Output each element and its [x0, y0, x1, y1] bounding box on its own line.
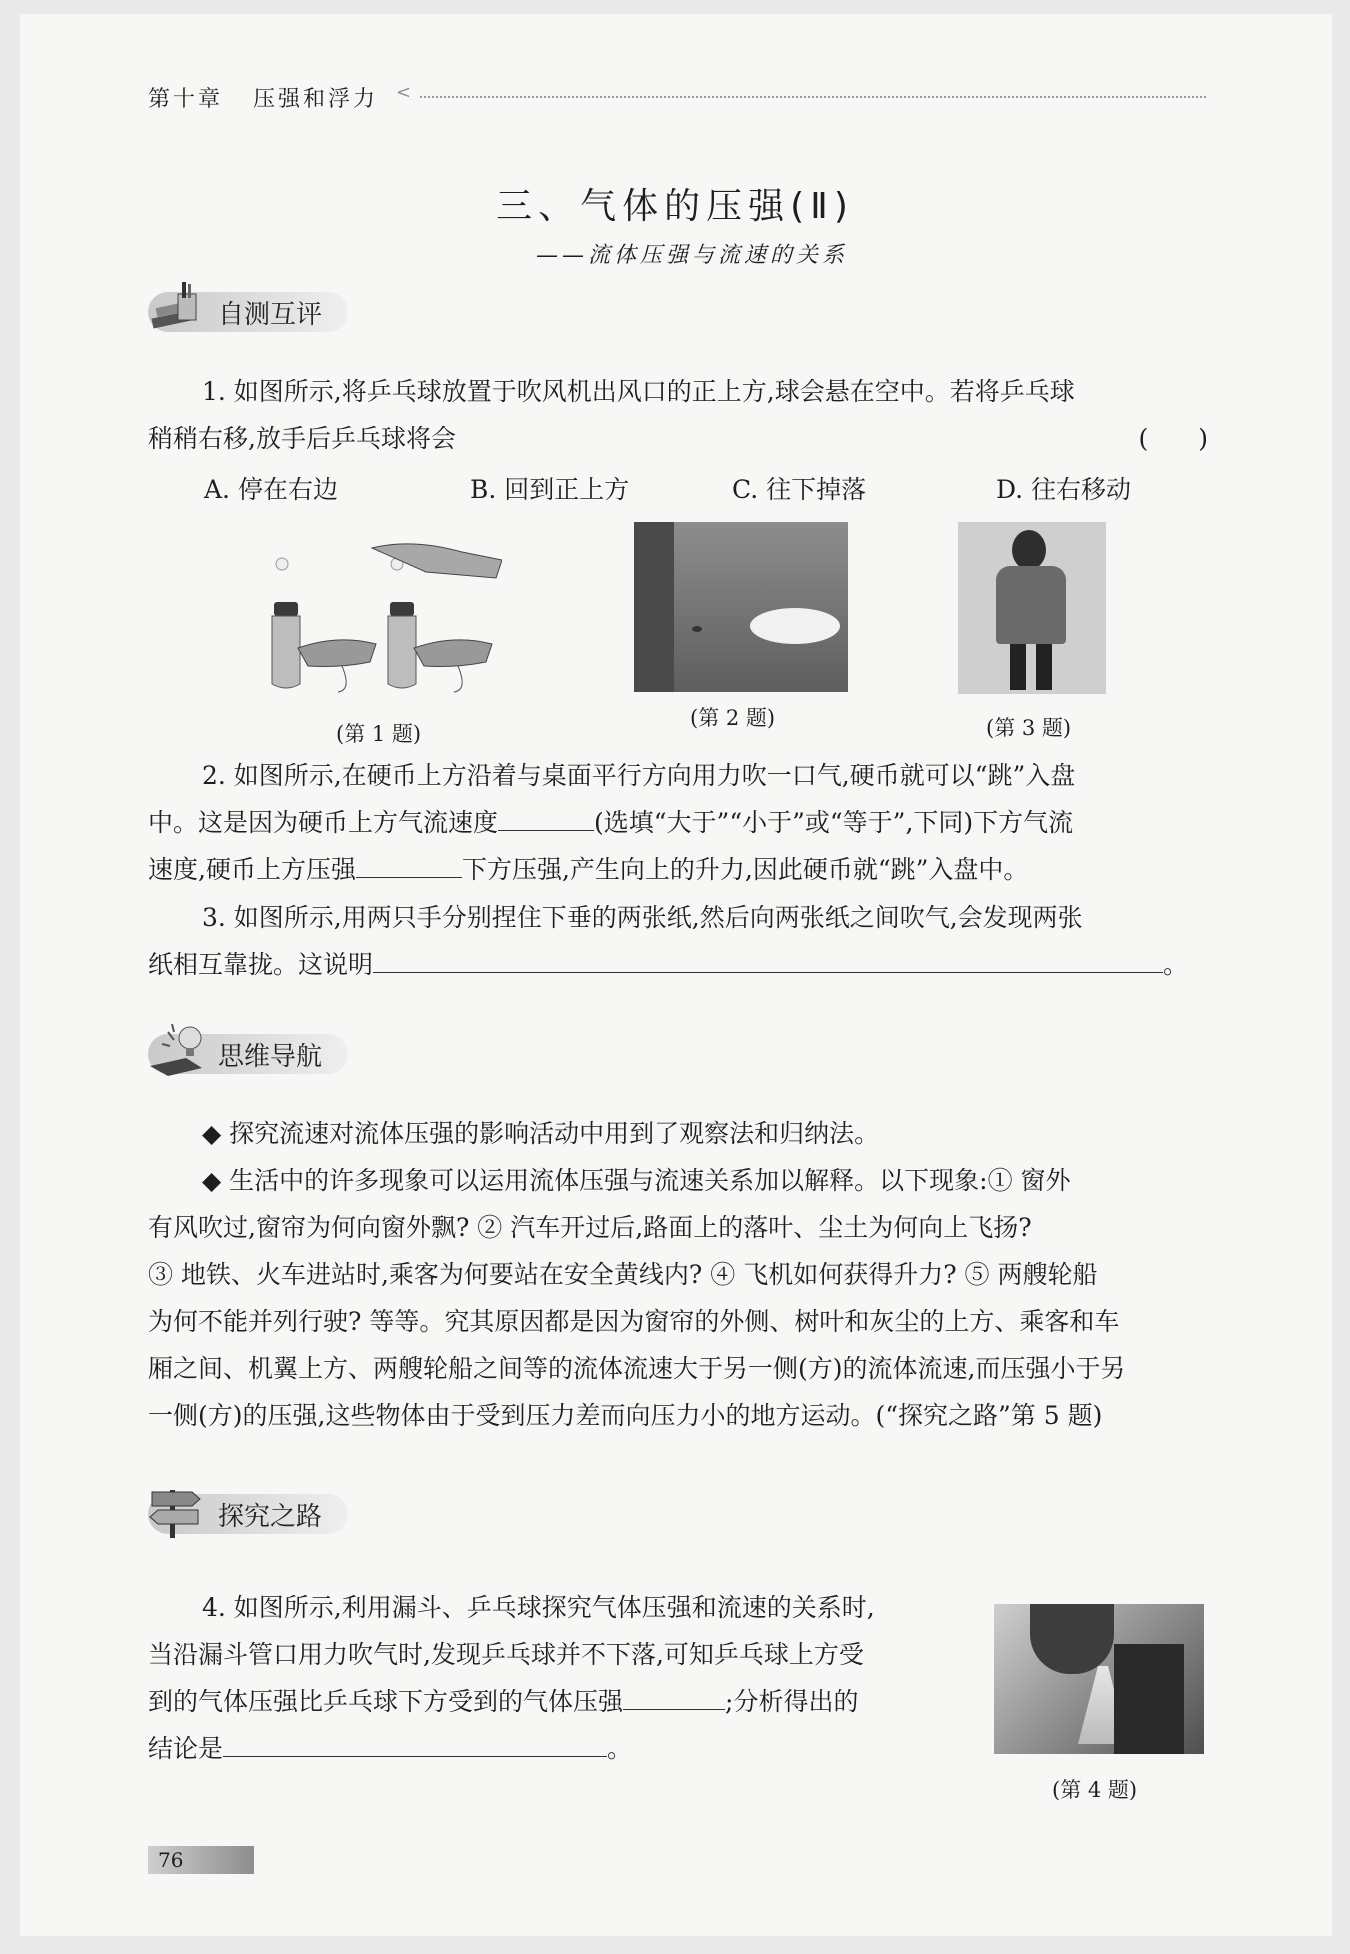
q1-option-b: B. 回到正上方 — [470, 475, 630, 504]
chapter-topic: 压强和浮力 — [253, 87, 379, 112]
q3-line1: 3. 如图所示,用两只手分别捏住下垂的两张纸,然后向两张纸之间吹气,会发现两张 — [202, 903, 1083, 932]
q1-option-c: C. 往下掉落 — [732, 475, 867, 504]
figure-3-body — [996, 566, 1066, 644]
figure-3-leg-right — [1036, 644, 1052, 690]
q3-line2-end: 。 — [1163, 950, 1189, 979]
q1-line2: 稍稍右移,放手后乒乓球将会 — [148, 424, 456, 453]
thinking-point-2-line-2: 有风吹过,窗帘为何向窗外飘? ② 汽车开过后,路面上的落叶、尘土为何向上飞扬? — [148, 1213, 1032, 1242]
books-pencil-icon — [148, 280, 212, 340]
figure-2-caption: (第 2 题) — [690, 706, 776, 730]
q4-line4-start: 结论是 — [148, 1734, 224, 1763]
thinking-paragraphs — [148, 1110, 1210, 1439]
section-thinking — [148, 1030, 348, 1078]
lightbulb-book-icon — [148, 1022, 212, 1082]
header-dotted-rule — [420, 96, 1206, 98]
chapter-label: 第十章 — [148, 87, 224, 112]
figure-1-hairdryer-ball — [262, 536, 502, 696]
section-explore-label: 探究之路 — [148, 1494, 348, 1534]
q2-blank-2[interactable] — [356, 851, 462, 878]
arrow-left-icon: < — [396, 82, 412, 103]
figure-3-caption: (第 3 题) — [986, 716, 1072, 740]
question-1 — [148, 368, 1208, 462]
thinking-point-2-line-4: 为何不能并列行驶? 等等。究其原因都是因为窗帘的外侧、树叶和灰尘的上方、乘客和车 — [148, 1307, 1120, 1336]
section-self-test-label: 自测互评 — [148, 292, 348, 332]
q2-line1: 2. 如图所示,在硬币上方沿着与桌面平行方向用力吹一口气,硬币就可以“跳”入盘 — [202, 761, 1076, 790]
figure-4-arm — [1114, 1644, 1184, 1754]
figure-4-caption: (第 4 题) — [1052, 1778, 1138, 1802]
question-4 — [148, 1584, 968, 1772]
figure-3-head — [1012, 530, 1046, 570]
q2-blank-1[interactable] — [498, 804, 594, 831]
figure-2-dark-edge — [634, 522, 674, 692]
q4-blank-2[interactable] — [223, 1730, 607, 1757]
question-3 — [148, 894, 1208, 988]
q4-line2: 当沿漏斗管口用力吹气时,发现乒乓球并不下落,可知乒乓球上方受 — [148, 1640, 864, 1669]
q2-line3-start: 速度,硬币上方压强 — [148, 855, 356, 884]
figure-2-coin — [692, 626, 702, 632]
figure-4-photo-funnel-ball — [994, 1604, 1204, 1754]
chapter-header — [148, 82, 378, 113]
q2-line2-start: 中。这是因为硬币上方气流速度 — [148, 808, 499, 837]
q4-line3-end: ;分析得出的 — [725, 1687, 859, 1716]
thinking-point-2-line-5: 厢之间、机翼上方、两艘轮船之间等的流体流速大于另一侧(方)的流体流速,而压强小于另 — [148, 1354, 1126, 1383]
q2-line3-end: 下方压强,产生向上的升力,因此硬币就“跳”入盘中。 — [461, 855, 1029, 884]
figure-3-photo-girl-paper — [958, 522, 1106, 694]
question-2 — [148, 752, 1208, 893]
section-explore — [148, 1490, 348, 1538]
figure-2-photo-coin-plate — [634, 522, 848, 692]
page-subtitle: ——流体压强与流速的关系 — [536, 243, 849, 268]
q4-line4-end: 。 — [607, 1734, 633, 1763]
figure-2-plate — [750, 608, 840, 644]
q1-line1: 1. 如图所示,将乒乓球放置于吹风机出风口的正上方,球会悬在空中。若将乒乓球 — [202, 377, 1075, 406]
q1-option-d: D. 往右移动 — [996, 475, 1132, 504]
signpost-icon — [148, 1482, 212, 1542]
q4-line3-start: 到的气体压强比乒乓球下方受到的气体压强 — [148, 1687, 624, 1716]
thinking-point-2-line-6: 一侧(方)的压强,这些物体由于受到压力差而向压力小的地方运动。(“探究之路”第 5 题) — [148, 1401, 1103, 1430]
section-self-test — [148, 288, 348, 336]
figure-3-leg-left — [1010, 644, 1026, 690]
q4-blank-1[interactable] — [623, 1683, 725, 1710]
figure-1-caption: (第 1 题) — [336, 722, 422, 746]
thinking-point-2-line-3: ③ 地铁、火车进站时,乘客为何要站在安全黄线内? ④ 飞机如何获得升力? ⑤ 两艘轮船 — [148, 1260, 1098, 1289]
thinking-point-2-line-1: ◆ 生活中的许多现象可以运用流体压强与流速关系加以解释。以下现象:① 窗外 — [202, 1166, 1071, 1195]
q1-option-a: A. 停在右边 — [204, 475, 338, 504]
q3-blank[interactable] — [373, 946, 1163, 973]
q1-answer-bracket: ( ) — [1138, 424, 1208, 453]
page-title: 三、气体的压强(Ⅱ) — [496, 186, 854, 227]
q3-line2-start: 纸相互靠拢。这说明 — [148, 950, 374, 979]
figure-4-head — [1030, 1604, 1114, 1674]
q4-line1: 4. 如图所示,利用漏斗、乒乓球探究气体压强和流速的关系时, — [202, 1593, 875, 1622]
page-number-tab — [148, 1846, 254, 1874]
thinking-point-1: ◆ 探究流速对流体压强的影响活动中用到了观察法和归纳法。 — [202, 1119, 880, 1148]
section-thinking-label: 思维导航 — [148, 1034, 348, 1074]
q2-line2-end: (选填“大于”“小于”或“等于”,下同)下方气流 — [594, 808, 1074, 837]
page-number: 76 — [158, 1848, 184, 1872]
